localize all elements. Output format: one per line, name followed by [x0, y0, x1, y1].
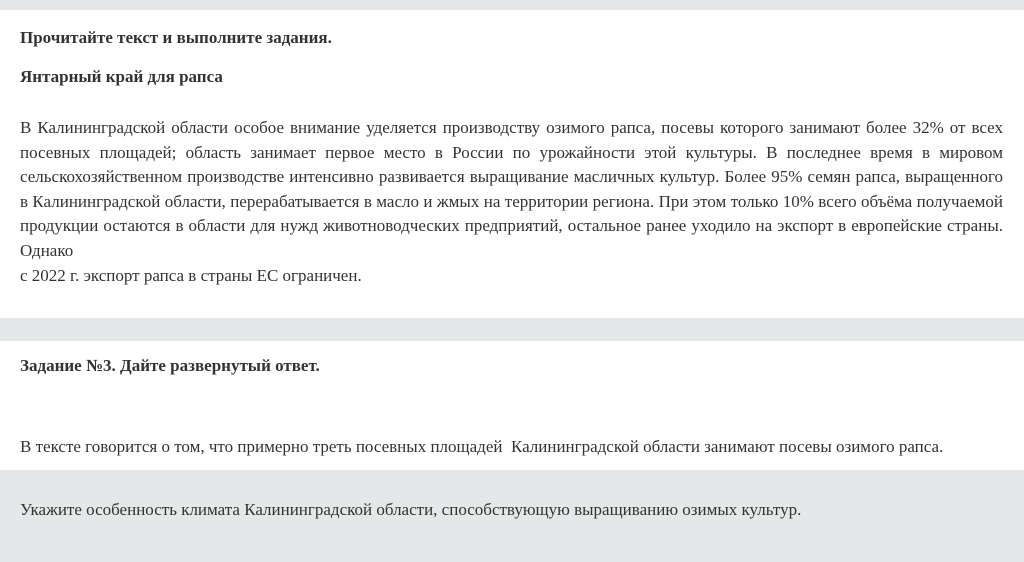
task-question [20, 394, 1010, 562]
task-question-line-1: В тексте говорится о том, что примерно треть посевных площадей Калининградской области занимают посевы озимого рапса. [20, 437, 944, 456]
text-body [20, 116, 1003, 288]
task-card [0, 341, 1024, 519]
task-question-line-2: Укажите особенность климата Калининградской области, способствующую выращиванию озимых культур. [20, 500, 802, 519]
reading-text-card [0, 10, 1024, 318]
task-title: Задание №3. Дайте развернутый ответ. [20, 356, 320, 375]
reading-instruction: Прочитайте текст и выполните задания. [20, 28, 332, 47]
text-body-main: В Калининградской области особое внимание уделяется производству озимого рапса, посевы которого занимают более 32% от всех посевных площадей; область занимает первое место в России по урожайности этой культуры. В последнее время в мировом сельскохозяйственном производстве интенсивно развивается выращивание масличных культур. Более 95% семян рапса, выращенного в Калининградской области, перерабатывается в масло и жмых на территории региона. При этом только 10% всего объёма получаемой продукции остаются в области для нужд животноводческих предприятий, остальное ранее уходило на экспорт в европейские страны. Однако [20, 118, 1003, 260]
text-body-last-line: с 2022 г. экспорт рапса в страны ЕС ограничен. [20, 265, 362, 285]
text-title: Янтарный край для рапса [20, 67, 223, 86]
